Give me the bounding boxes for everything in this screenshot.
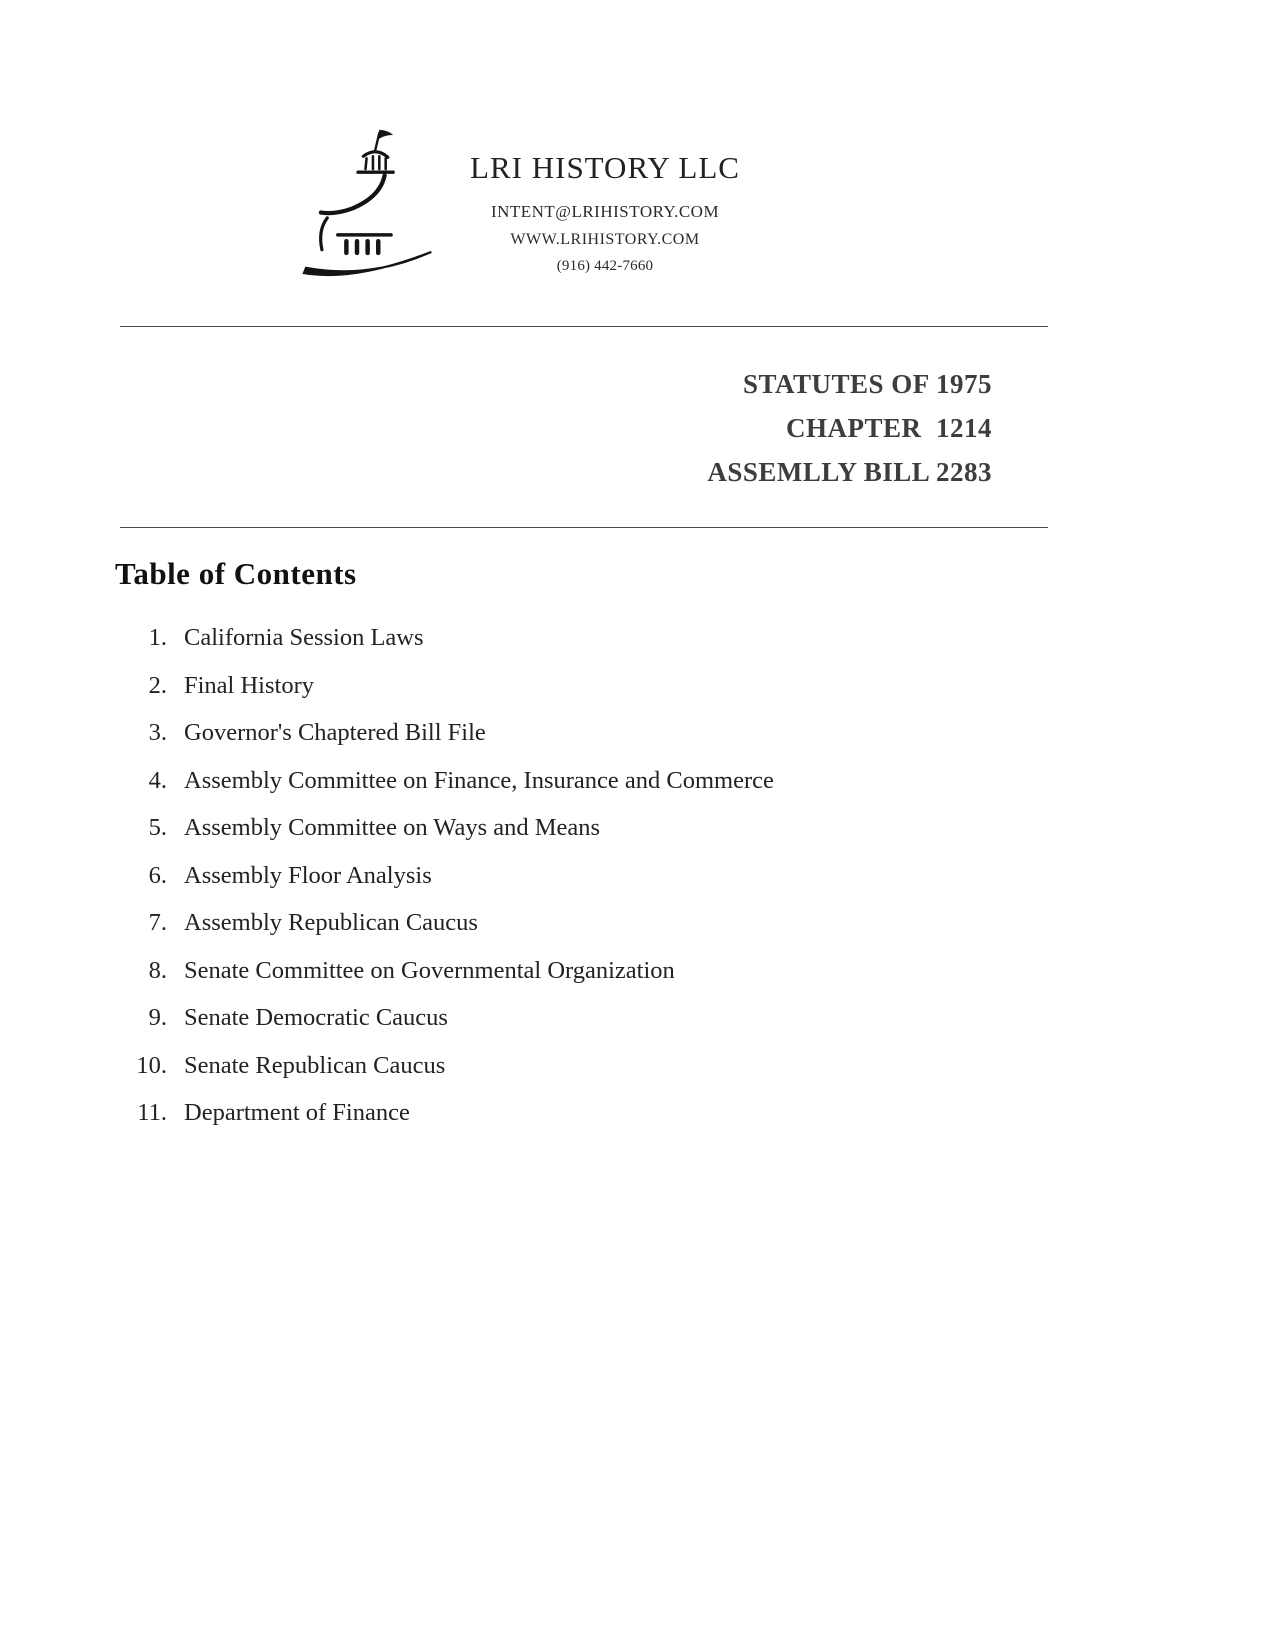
toc-item-number: 3. (148, 719, 167, 746)
toc-item-label: Governor's Chaptered Bill File (184, 719, 486, 746)
toc-item-number: 7. (148, 909, 167, 936)
toc-item (115, 852, 1035, 900)
letterhead (430, 150, 780, 284)
toc-item (115, 662, 1035, 710)
divider-bottom (120, 527, 1048, 528)
toc-heading: Table of Contents (115, 556, 357, 591)
company-website: WWW.LRIHISTORY.COM (510, 231, 700, 248)
toc-item-number: 4. (148, 766, 167, 794)
company-email: INTENT@LRIHISTORY.COM (490, 202, 720, 221)
company-phone: (916) 442-7660 (556, 258, 654, 274)
toc-item-number: 1. (148, 624, 167, 651)
divider-top (120, 326, 1048, 327)
toc-item (115, 1042, 1035, 1090)
toc-item (115, 757, 1035, 805)
assembly-bill-line: ASSEMLLY BILL 2283 (707, 457, 992, 487)
toc-item-label: Senate Committee on Governmental Organization (184, 956, 675, 984)
toc-item (115, 899, 1035, 947)
toc-item (115, 947, 1035, 995)
chapter-line: CHAPTER 1214 (785, 413, 992, 443)
statute-title-block (560, 362, 992, 494)
toc-item (115, 1089, 1035, 1137)
toc-item-label: Assembly Committee on Finance, Insurance and Commerce (184, 766, 774, 794)
toc-item-number: 2. (148, 671, 167, 699)
toc-item-number: 9. (148, 1004, 167, 1031)
toc-item (115, 614, 1035, 662)
toc-item-label: Assembly Republican Caucus (184, 909, 478, 936)
toc-item-label: Assembly Floor Analysis (184, 861, 432, 889)
toc-item-number: 10. (136, 1051, 167, 1079)
toc-item (115, 709, 1035, 757)
toc-item-number: 6. (148, 861, 167, 889)
toc-item-label: Final History (184, 671, 314, 699)
statutes-year-line: STATUTES OF 1975 (742, 369, 992, 399)
toc-item-number: 11. (137, 1099, 167, 1126)
toc-item-label: Assembly Committee on Ways and Means (184, 814, 601, 841)
toc-item (115, 994, 1035, 1042)
toc-item-number: 8. (148, 956, 167, 984)
toc-item-label: California Session Laws (184, 624, 424, 651)
toc-item-label: Department of Finance (184, 1099, 410, 1126)
toc-item-label: Senate Democratic Caucus (184, 1004, 448, 1031)
toc-item (115, 804, 1035, 852)
company-name: LRI HISTORY LLC (470, 150, 740, 185)
toc-item-label: Senate Republican Caucus (184, 1051, 446, 1079)
toc-item-number: 5. (148, 814, 167, 841)
toc-list (115, 614, 1035, 1137)
